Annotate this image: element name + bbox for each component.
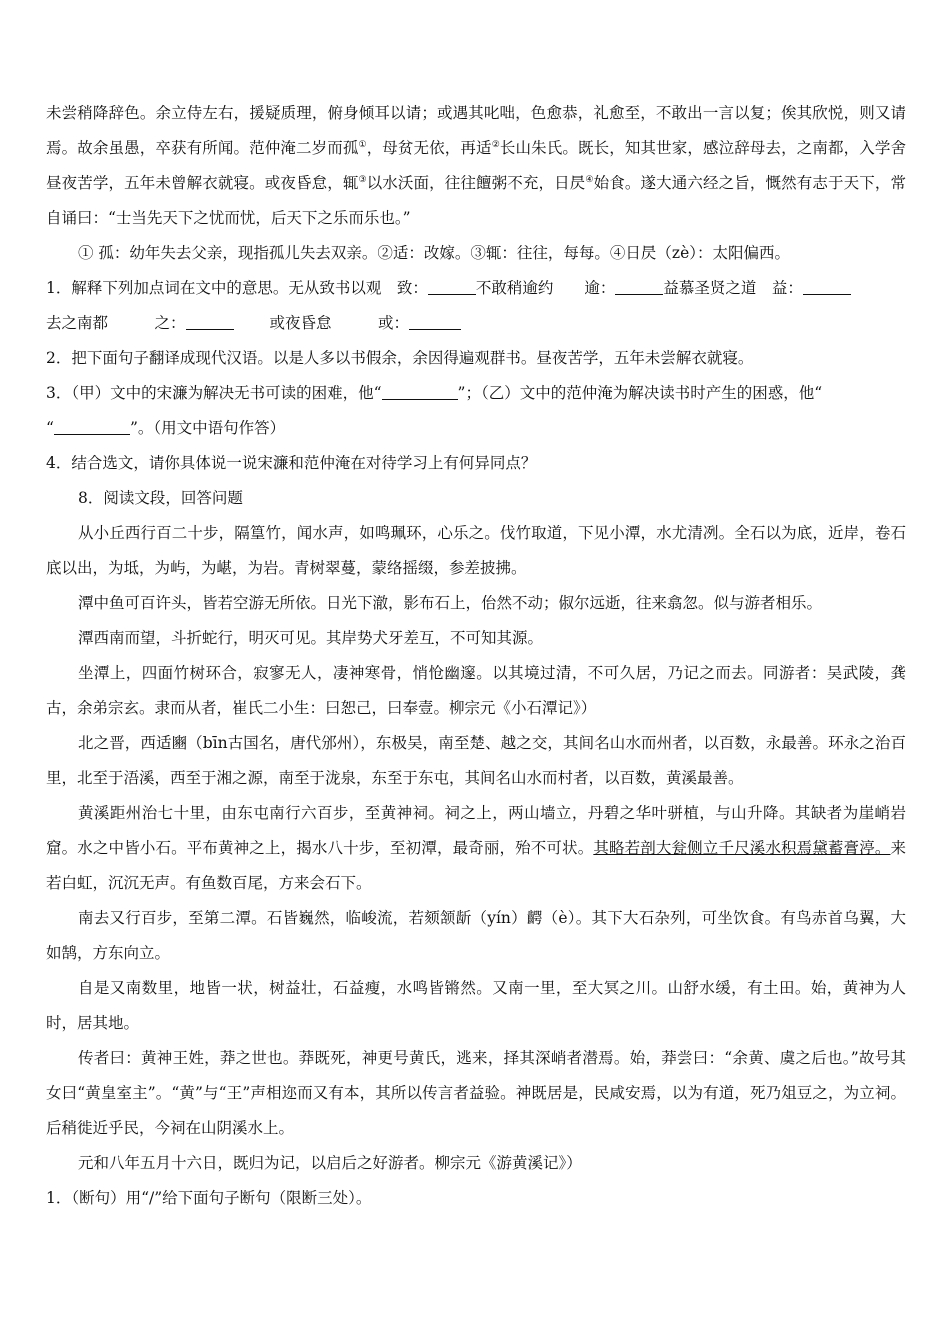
passage-paragraph: 潭西南而望，斗折蛇行，明灭可见。其岸势犬牙差互，不可知其源。: [78, 629, 544, 647]
passage-paragraph: 自是又南数里，地皆一状，树益壮，石益瘦，水鸣皆锵然。又南一里，至大冥之川。山舒水缓，有土田。始，黄神为人时，居其地。: [46, 979, 906, 1032]
passage-a-paragraph: [46, 96, 906, 236]
passage-paragraph: 坐潭上，四面竹树环合，寂寥无人，凄神寒骨，悄怆幽邃。以其境过清，不可久居，乃记之而去。同游者：吴武陵，龚古，余弟宗玄。隶而从者，崔氏二小生：曰恕己，曰奉壹。柳宗元《小石潭记》）: [46, 664, 906, 717]
passage-paragraph: 传者曰：黄神王姓，莽之世也。莽既死，神更号黄氏，逃来，择其深峭者潜焉。始，莽尝曰：“余黄、虞之后也。”故号其女曰“黄皇室主”。“黄”与“王”声相迩而又有本，其所以传言者益验。神既居是，民咸安焉，以为有道，死乃俎豆之，为立祠。后稍徙近乎民，今祠在山阴溪水上。: [46, 1049, 906, 1137]
question-1-punctuation: 1．（断句）用“/”给下面句子断句（限断三处）。: [46, 1189, 372, 1207]
question-text: ”。（用文中语句作答）: [129, 419, 286, 437]
question-text: 或夜昏怠 或：: [269, 314, 410, 332]
passage-paragraph: 北之晋，西适豳（bīn古国名，唐代邠州），东极吴，南至楚、越之交，其间名山水而州者，以百数，永最善。环永之治百里，北至于浯溪，西至于湘之源，南至于泷泉，东至于东屯，其间名山水而村者，以百数，黄溪最善。: [46, 734, 906, 787]
underlined-sentence: 其略若剖大瓮侧立千尺溪水积焉黛蓄膏渟。: [593, 839, 891, 857]
answer-blank[interactable]: [54, 417, 130, 435]
question-text: 1．解释下列加点词在文中的意思。无从致书以观 致：: [46, 279, 428, 297]
answer-blank[interactable]: [409, 312, 461, 330]
passage-paragraph: 南去又行百步，至第二潭。石皆巍然，临峻流，若颏颔龂（yín）齶（è）。其下大石杂列，可坐饮食。有鸟赤首乌翼，大如鹄，方东向立。: [46, 909, 906, 962]
passage-paragraph: 潭中鱼可百许头，皆若空游无所依。日光下澈，影布石上，佁然不动；俶尔远逝，往来翕忽。似与游者相乐。: [78, 594, 823, 612]
footnote-marker: ①: [358, 139, 367, 150]
answer-blank[interactable]: [615, 277, 663, 295]
footnote-marker: ③: [358, 174, 367, 185]
passage-paragraph: 从小丘西行百二十步，隔篁竹，闻水声，如鸣珮环，心乐之。伐竹取道，下见小潭，水尤清冽。全石以为底，近岸，卷石底以出，为坻，为屿，为嵁，为岩。青树翠蔓，蒙络摇缀，参差披拂。: [46, 524, 906, 577]
passage-a-text: 未尝稍降辞色。余立侍左右，援疑质理，俯身倾耳以请；或遇其叱咄，色愈恭，礼愈至，不敢出一言以复；俟其欣悦，则又请焉。故余虽愚，卒获有所闻。: [46, 104, 906, 157]
question-3: 3．（甲）文中的宋濂为解决无书可读的困难，他“ ”；（乙）文中的范仲淹为解决读书时产生的困惑，他“ “ ”。（用文中语句作答）: [46, 384, 823, 437]
passage-text: 黄溪距州治七十里，由东屯南行六百步，至黄神祠。祠之上，两山墙立，丹碧之华叶骈植，与山升降。其缺者为崖峭岩窟。水之中皆小石。平布黄神之上，揭水八十步，至初潭，最奇丽，殆不可状。: [46, 804, 906, 857]
passage-a-text: 长山朱氏。既长，知其世家，感泣辞母去，之南都，入学舍昼夜苦学，五年未曾解衣就寝。或夜昏怠，辄: [46, 139, 906, 192]
passage-a-text: ，母贫无依，再适: [366, 139, 492, 157]
answer-blank[interactable]: [186, 312, 234, 330]
passage-a-text: 范仲淹二岁而孤: [249, 139, 359, 157]
question-text: 去之南都 之：: [46, 314, 186, 332]
footnote-marker: ④: [585, 174, 594, 185]
answer-blank[interactable]: [382, 382, 458, 400]
footnotes: ① 孤：幼年失去父亲，现指孤儿失去双亲。②适：改嫁。③辄：往往，每每。④日昃（zè）：太阳偏西。: [78, 244, 791, 262]
passage-a-text: 以水沃面，往往饘粥不充，日昃: [366, 174, 586, 192]
section-heading: 8．阅读文段，回答问题: [78, 489, 243, 507]
passage-paragraph: 元和八年五月十六日，既归为记，以启后之好游者。柳宗元《游黄溪记》）: [78, 1154, 582, 1172]
answer-blank[interactable]: [428, 277, 476, 295]
question-1: [46, 271, 906, 341]
answer-blank[interactable]: [803, 277, 851, 295]
footnote-marker: ②: [491, 139, 500, 150]
question-text: ”；（乙）文中的范仲淹为解决读书时产生的困惑，他“: [457, 384, 823, 402]
question-text: 不敢稍逾约 逾：: [475, 279, 616, 297]
passage-a-text: 始食。遂大通六经之旨，慨然有志于天下，常自诵曰：“士当先天下之忧而忧，后天下之乐而乐也。”: [46, 174, 906, 227]
question-4: 4．结合选文，请你具体说一说宋濂和范仲淹在对待学习上有何异同点？: [46, 454, 537, 472]
question-text: 益慕圣贤之道 益：: [663, 279, 803, 297]
passage-paragraph: [46, 796, 906, 901]
question-text: 3．（甲）文中的宋濂为解决无书可读的困难，他“: [46, 384, 382, 402]
passage-text: 来若白虹，沉沉无声。有鱼数百尾，方来会石下。: [46, 839, 906, 892]
question-2: 2．把下面句子翻译成现代汉语。以是人多以书假余，余因得遍观群书。昼夜苦学，五年未尝解衣就寝。: [46, 349, 754, 367]
